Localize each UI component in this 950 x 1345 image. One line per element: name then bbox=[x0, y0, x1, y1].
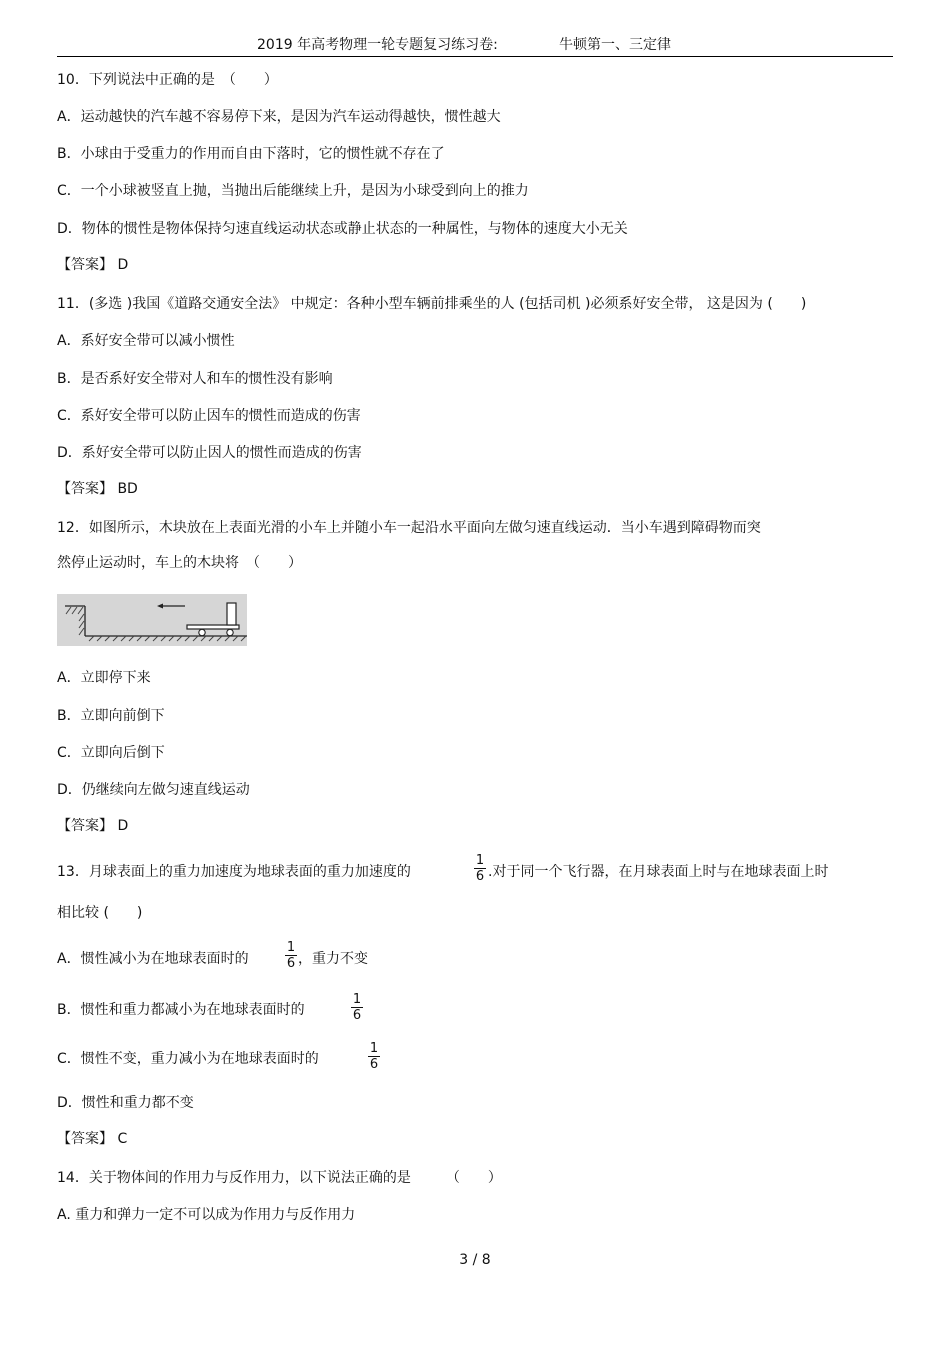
q12-stem-line2: 然停止运动时，车上的木块将 （ ） bbox=[57, 555, 302, 571]
page-header bbox=[57, 36, 893, 57]
header-topic: 牛顿第一、三定律 bbox=[559, 37, 671, 53]
q12-option-a: A．立即停下来 bbox=[57, 670, 151, 686]
q13-fraction-b bbox=[350, 992, 364, 1023]
q10-option-c: C．一个小球被竖直上抛，当抛出后能继续上升，是因为小球受到向上的推力 bbox=[57, 183, 529, 199]
q13-stem-line2: 相比较 ( ) bbox=[57, 905, 143, 921]
q13-fraction-a bbox=[284, 940, 298, 971]
q12-answer: 【答案】 D bbox=[57, 818, 129, 834]
q13-option-a-pre: A．惯性减小为在地球表面时的 bbox=[57, 951, 249, 967]
cart-wheel-left bbox=[199, 629, 205, 635]
fraction-denominator: 6 bbox=[352, 1008, 362, 1023]
q13-answer: 【答案】 C bbox=[57, 1131, 128, 1147]
q13-option-d: D．惯性和重力都不变 bbox=[57, 1095, 194, 1111]
cart-wheel-right bbox=[227, 629, 233, 635]
header-title: 2019 年高考物理一轮专题复习练习卷: bbox=[257, 37, 498, 53]
q10-option-d: D．物体的惯性是物体保持匀速直线运动状态或静止状态的一种属性，与物体的速度大小无关 bbox=[57, 221, 628, 237]
wooden-block bbox=[227, 603, 236, 625]
q10-stem: 10．下列说法中正确的是 （ ） bbox=[57, 72, 278, 88]
q12-option-d: D．仍继续向左做匀速直线运动 bbox=[57, 782, 250, 798]
q13-option-b: B．惯性和重力都减小为在地球表面时的 bbox=[57, 1002, 305, 1018]
q11-option-a: A．系好安全带可以减小惯性 bbox=[57, 333, 235, 349]
q12-stem-line1: 12．如图所示，木块放在上表面光滑的小车上并随小车一起沿水平面向左做匀速直线运动．当小车遇到障碍物而突 bbox=[57, 520, 761, 536]
q11-option-d: D．系好安全带可以防止因人的惯性而造成的伤害 bbox=[57, 445, 362, 461]
q12-option-b: B．立即向前倒下 bbox=[57, 708, 165, 724]
q14-option-a: A. 重力和弹力一定不可以成为作用力与反作用力 bbox=[57, 1207, 356, 1223]
fraction-numerator: 1 bbox=[369, 1041, 379, 1056]
q14-stem: 14．关于物体间的作用力与反作用力，以下说法正确的是 （ ） bbox=[57, 1170, 502, 1186]
q13-option-c: C．惯性不变，重力减小为在地球表面时的 bbox=[57, 1051, 319, 1067]
fraction-numerator: 1 bbox=[286, 940, 296, 955]
q13-stem-post: .对于同一个飞行器，在月球表面上时与在地球表面上时 bbox=[488, 864, 829, 880]
fraction-numerator: 1 bbox=[352, 992, 362, 1007]
q10-option-a: A．运动越快的汽车越不容易停下来，是因为汽车运动得越快，惯性越大 bbox=[57, 109, 501, 125]
fraction-denominator: 6 bbox=[369, 1057, 379, 1072]
q13-fraction-c bbox=[367, 1041, 381, 1072]
q13-option-a-post: ，重力不变 bbox=[298, 951, 368, 967]
q11-stem: 11．(多选 )我国《道路交通安全法》 中规定：各种小型车辆前排乘坐的人 (包括司机 )必须系好安全带， 这是因为 ( ) bbox=[57, 296, 807, 312]
q11-answer: 【答案】 BD bbox=[57, 481, 138, 497]
q10-answer: 【答案】 D bbox=[57, 257, 129, 273]
cart-figure bbox=[57, 594, 247, 646]
q13-fraction-stem bbox=[473, 853, 487, 884]
q11-option-b: B．是否系好安全带对人和车的惯性没有影响 bbox=[57, 371, 333, 387]
fraction-numerator: 1 bbox=[475, 853, 485, 868]
q13-stem-pre: 13．月球表面上的重力加速度为地球表面的重力加速度的 bbox=[57, 864, 411, 880]
fraction-denominator: 6 bbox=[286, 956, 296, 971]
fraction-denominator: 6 bbox=[475, 869, 485, 884]
q11-option-c: C．系好安全带可以防止因车的惯性而造成的伤害 bbox=[57, 408, 361, 424]
page-number: 3 / 8 bbox=[459, 1252, 491, 1268]
q12-option-c: C．立即向后倒下 bbox=[57, 745, 165, 761]
q10-option-b: B．小球由于受重力的作用而自由下落时，它的惯性就不存在了 bbox=[57, 146, 445, 162]
